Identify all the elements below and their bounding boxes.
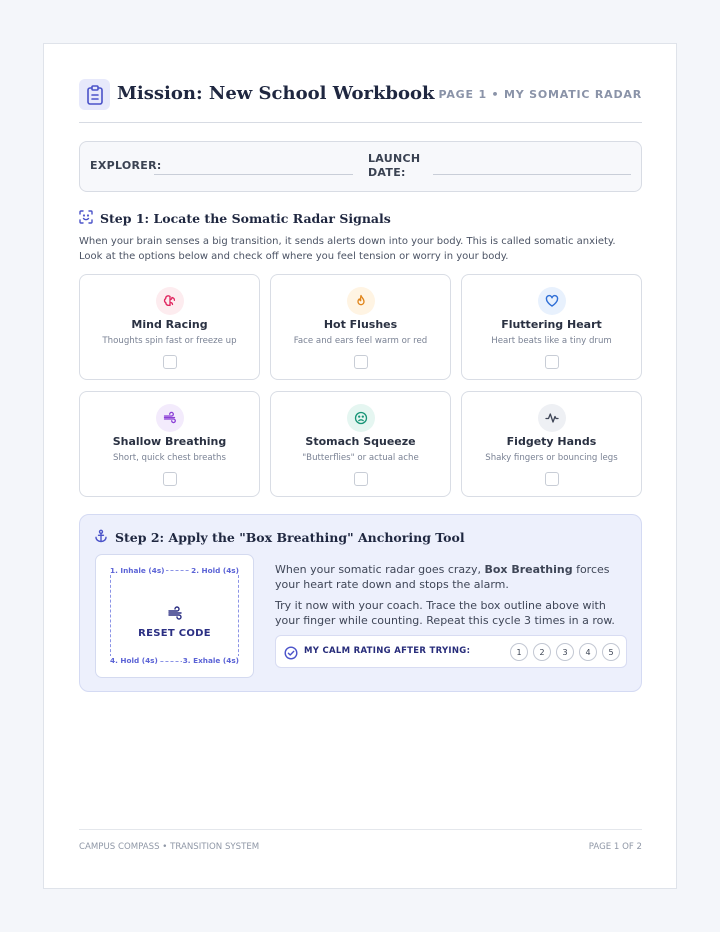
- heart-icon: [538, 287, 566, 315]
- rating-option-5[interactable]: 5: [602, 643, 620, 661]
- signal-card-title: Shallow Breathing: [112, 435, 227, 448]
- signal-card-title: Mind Racing: [131, 318, 208, 331]
- rating-option-1[interactable]: 1: [510, 643, 528, 661]
- signal-card-desc: Short, quick chest breaths: [113, 453, 226, 463]
- reset-code-center: [96, 605, 253, 640]
- signal-checkbox[interactable]: [354, 472, 368, 486]
- wind-icon: [156, 404, 184, 432]
- signal-card-fidgety-hands: [461, 391, 642, 497]
- brain-icon: [156, 287, 184, 315]
- step1-heading: [79, 210, 391, 227]
- page-title: Mission: New School Workbook: [117, 83, 435, 104]
- signal-card-title: Hot Flushes: [323, 318, 398, 331]
- footer-brand: CAMPUS COMPASS • TRANSITION SYSTEM: [79, 842, 260, 852]
- rating-option-3[interactable]: 3: [556, 643, 574, 661]
- signal-checkbox[interactable]: [163, 472, 177, 486]
- workbook-page: [43, 43, 677, 889]
- corner-label-hold-bottom: 4. Hold (4s): [110, 656, 158, 665]
- rating-option-4[interactable]: 4: [579, 643, 597, 661]
- scan-icon: [79, 210, 93, 227]
- step2-panel: [79, 514, 642, 692]
- signal-checkbox[interactable]: [163, 355, 177, 369]
- clipboard-icon: [79, 79, 110, 110]
- signal-card-title: Stomach Squeeze: [305, 435, 416, 448]
- launch-date-label: DATE:: [368, 166, 406, 179]
- page-header: [79, 79, 642, 123]
- box-breathing-emphasis: Box Breathing: [484, 563, 573, 576]
- signal-card-desc: Thoughts spin fast or freeze up: [102, 336, 237, 346]
- step2-paragraph-1: [275, 562, 631, 592]
- explorer-label: EXPLORER:: [90, 159, 162, 172]
- launch-date-line[interactable]: [433, 174, 631, 175]
- anchor-icon: [94, 529, 108, 546]
- corner-label-exhale: 3. Exhale (4s): [182, 656, 239, 665]
- corner-label-hold-top: 2. Hold (4s): [191, 566, 239, 575]
- signal-checkbox[interactable]: [545, 355, 559, 369]
- signal-card-shallow-breathing: [79, 391, 260, 497]
- signal-card-title: Fidgety Hands: [506, 435, 597, 448]
- signal-checkbox[interactable]: [545, 472, 559, 486]
- step2-paragraph-2: Try it now with your coach. Trace the box outline above with your finger while counting. Repeat this cycle 3 times in a row.: [275, 599, 615, 627]
- reset-code-label: RESET CODE: [138, 628, 211, 639]
- footer-page-number: PAGE 1 OF 2: [588, 842, 642, 852]
- step1-intro: When your brain senses a big transition, it sends alerts down into your body. This is called somatic anxiety. Look at the options below and check off where you feel tension or worry in your body.: [79, 236, 616, 262]
- uneasy-face-icon: [347, 404, 375, 432]
- calm-rating-label: MY CALM RATING AFTER TRYING:: [304, 646, 471, 656]
- check-circle-icon: [284, 645, 298, 664]
- signal-card-hot-flushes: [270, 274, 451, 380]
- signal-card-desc: Face and ears feel warm or red: [293, 336, 428, 346]
- flame-icon: [347, 287, 375, 315]
- signal-card-fluttering-heart: [461, 274, 642, 380]
- pulse-icon: [538, 404, 566, 432]
- signal-card-mind-racing: [79, 274, 260, 380]
- wind-icon: [96, 605, 253, 621]
- step2-title: Step 2: Apply the "Box Breathing" Anchoring Tool: [115, 530, 465, 545]
- launch-label: LAUNCH: [368, 152, 421, 165]
- page-footer: [79, 829, 642, 861]
- rating-option-2[interactable]: 2: [533, 643, 551, 661]
- signal-card-stomach-squeeze: [270, 391, 451, 497]
- step2-heading: [94, 529, 465, 546]
- step2-text: forces your heart rate down and stops the alarm.: [275, 563, 610, 591]
- signal-card-desc: Shaky fingers or bouncing legs: [485, 453, 618, 463]
- step2-text: When your somatic radar goes crazy,: [275, 563, 485, 576]
- step1-title: Step 1: Locate the Somatic Radar Signals: [100, 211, 391, 226]
- signal-checkbox[interactable]: [354, 355, 368, 369]
- signal-cards-grid: [79, 274, 643, 498]
- explorer-name-line[interactable]: [154, 174, 353, 175]
- box-breathing-diagram: [95, 554, 254, 678]
- calm-rating-bar: [275, 635, 627, 668]
- signal-card-title: Fluttering Heart: [501, 318, 602, 331]
- page-section-label: PAGE 1 • MY SOMATIC RADAR: [438, 88, 642, 101]
- signal-card-desc: Heart beats like a tiny drum: [491, 336, 612, 346]
- signal-card-desc: "Butterflies" or actual ache: [302, 453, 419, 463]
- corner-label-inhale: 1. Inhale (4s): [110, 566, 165, 575]
- explorer-info-box: [79, 141, 642, 192]
